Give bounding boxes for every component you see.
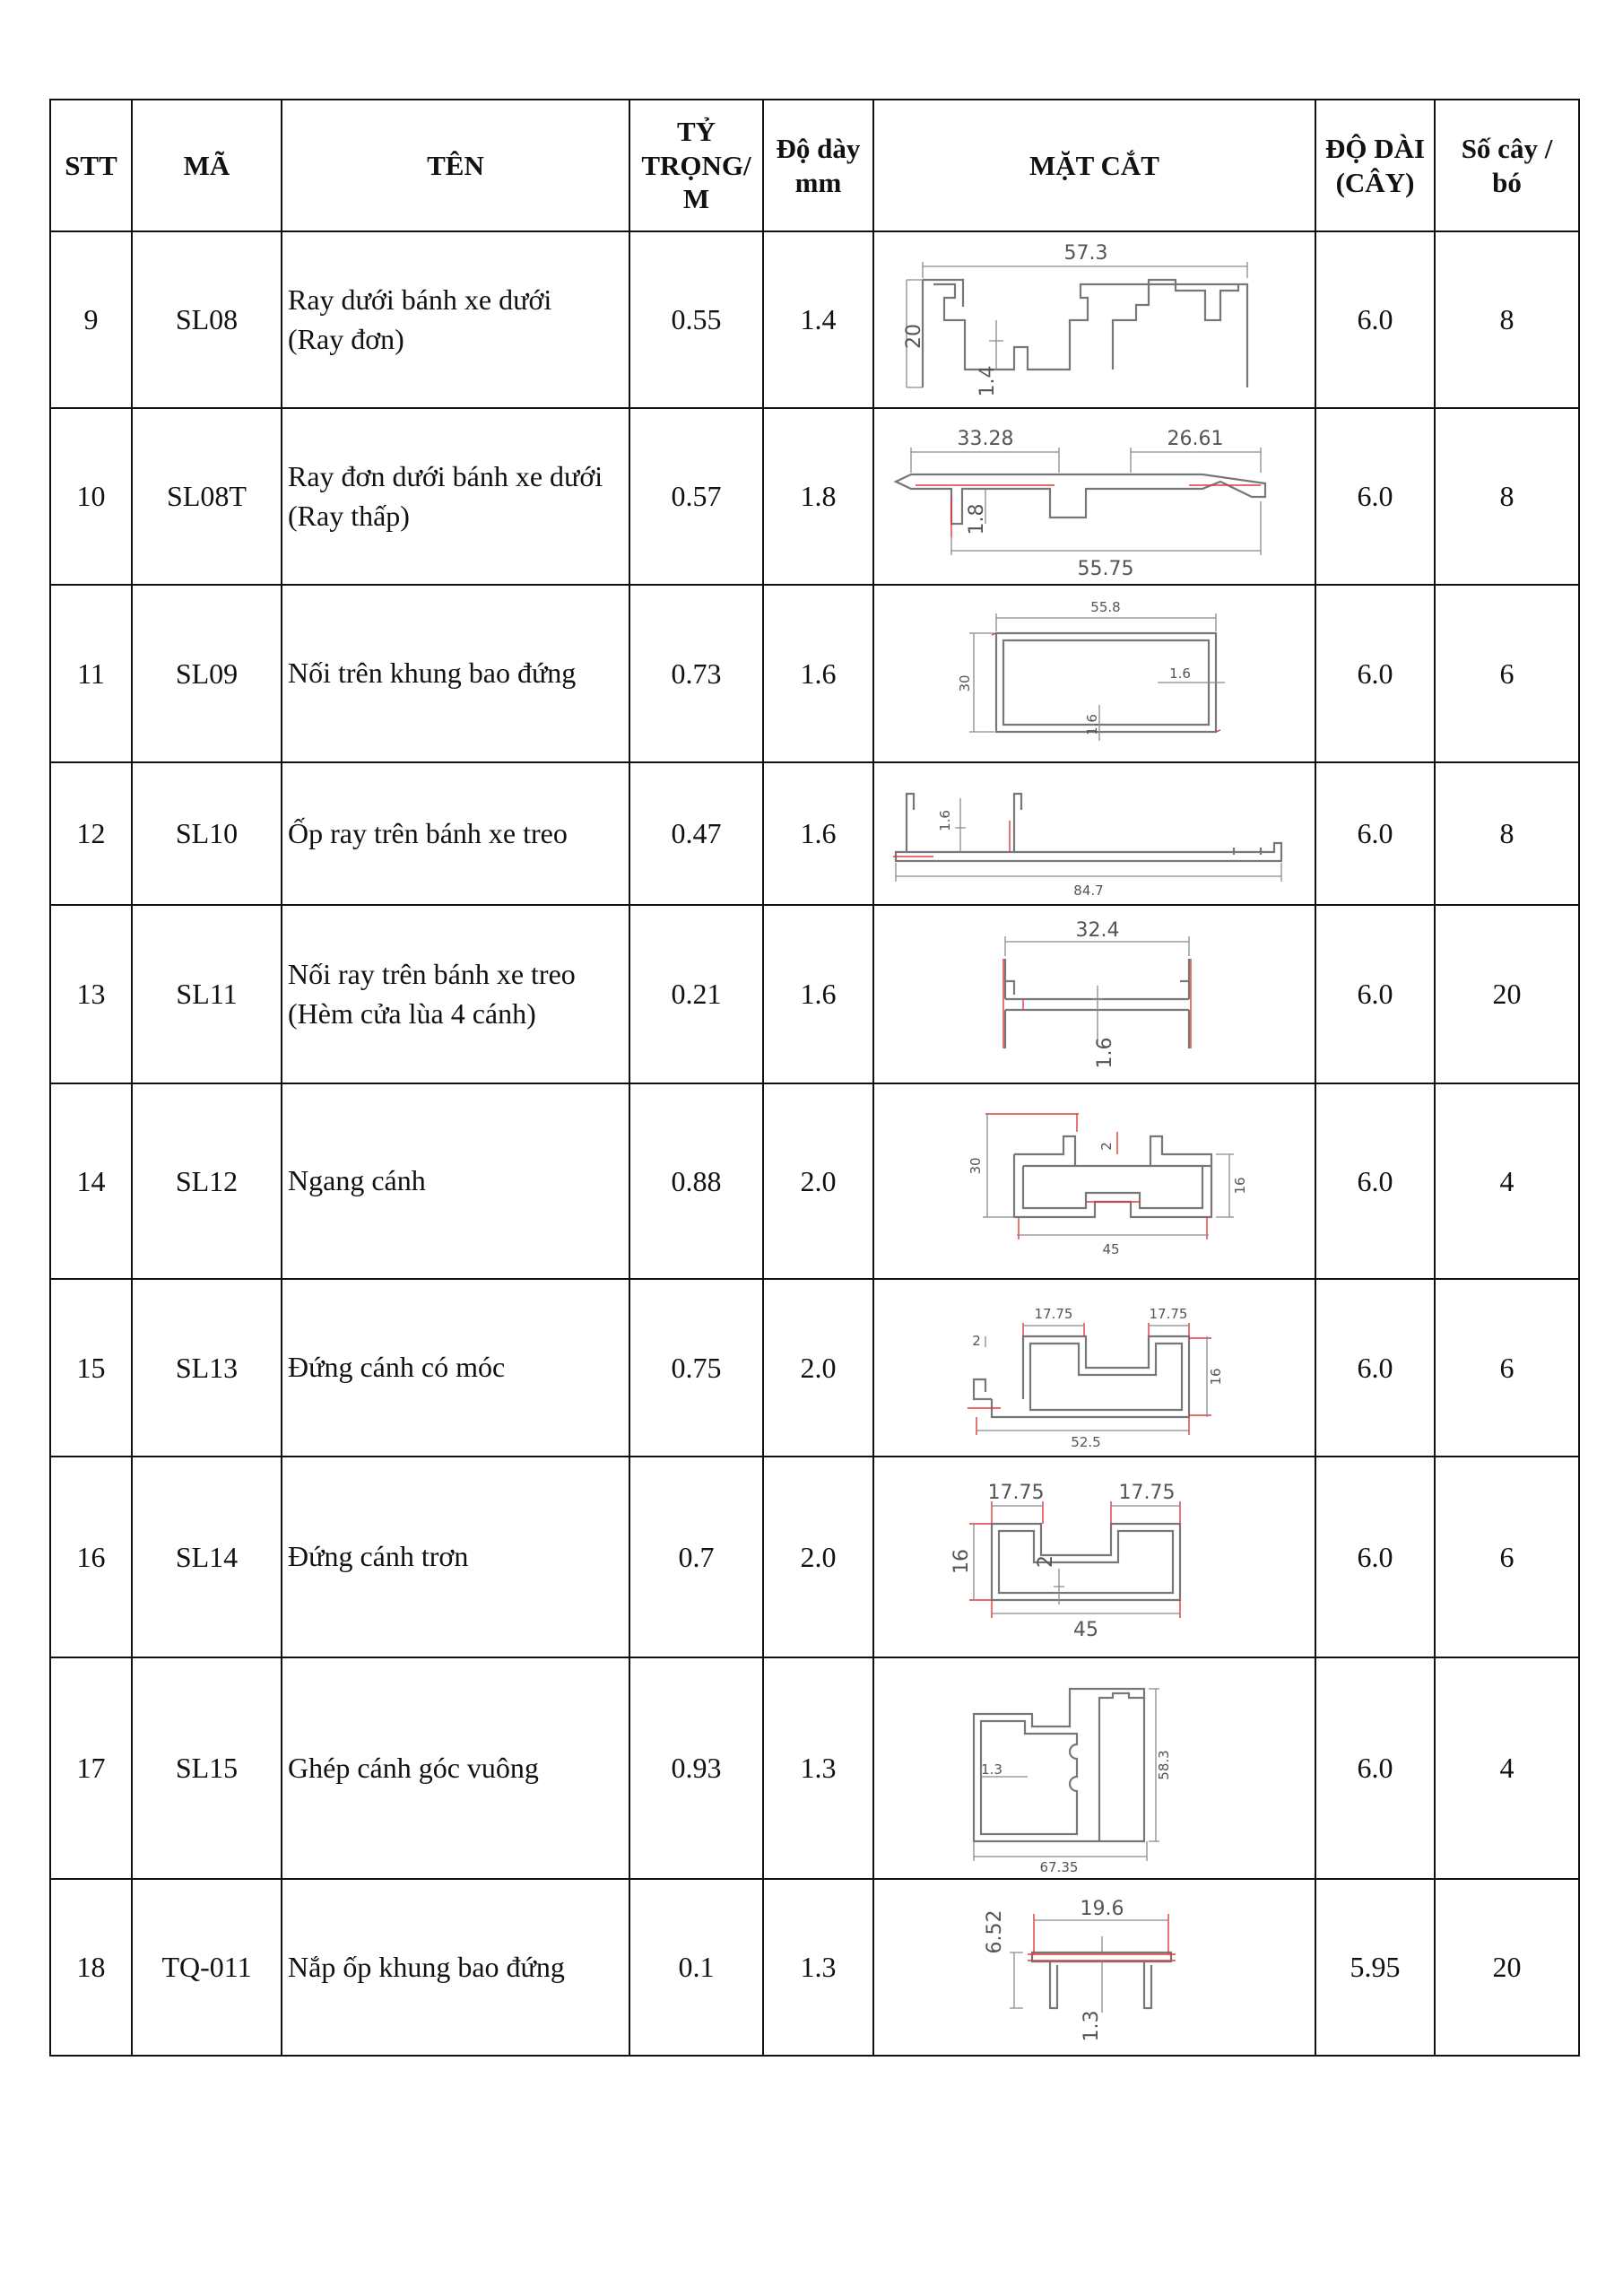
cross-section-drawing — [880, 588, 1310, 759]
cross-section-drawing — [880, 1662, 1310, 1875]
header-so-cay — [1435, 100, 1579, 231]
cell-ten — [282, 905, 629, 1083]
table-row — [50, 905, 1579, 1083]
cell-do-dai: 6.0 — [1315, 1457, 1435, 1657]
cell-do-day: 1.6 — [763, 585, 873, 762]
cell-ten — [282, 231, 629, 408]
table-row — [50, 231, 1579, 408]
table-row — [50, 408, 1579, 585]
dimension-label: 17.75 — [1149, 1306, 1187, 1322]
cell-so-cay: 4 — [1435, 1083, 1579, 1279]
cell-ten — [282, 762, 629, 905]
cell-ma: SL12 — [132, 1083, 282, 1279]
header-so-cay-line1: Số cây / — [1461, 132, 1553, 164]
dimension-label: 1.8 — [965, 503, 988, 535]
header-so-cay-line2: bó — [1492, 166, 1522, 198]
cell-do-dai: 5.95 — [1315, 1879, 1435, 2056]
dimension-label: 30 — [967, 1157, 984, 1175]
dimension-label: 84.7 — [1072, 882, 1104, 899]
cross-section-drawing — [880, 412, 1310, 582]
cell-ma: SL09 — [132, 585, 282, 762]
dimension-label: 16 — [950, 1548, 973, 1574]
cell-do-day: 1.6 — [763, 905, 873, 1083]
cell-ten-line1: Ngang cánh — [288, 1164, 426, 1197]
cell-ty-trong: 0.1 — [629, 1879, 763, 2056]
cell-mat-cat — [873, 1279, 1315, 1457]
dimension-label: 6.52 — [983, 1909, 1006, 1953]
dimension-label: 33.28 — [957, 427, 1013, 450]
header-ty-trong-line2: TRỌNG/ — [641, 149, 751, 181]
cell-ten-line1: Ghép cánh góc vuông — [288, 1751, 539, 1784]
cell-ty-trong: 0.88 — [629, 1083, 763, 1279]
dimension-label: 20 — [902, 323, 925, 349]
cell-mat-cat — [873, 231, 1315, 408]
cell-mat-cat — [873, 585, 1315, 762]
cross-section-drawing — [880, 909, 1310, 1080]
cell-do-day: 1.4 — [763, 231, 873, 408]
cross-section-drawing — [880, 1283, 1310, 1453]
cross-section-drawing — [880, 235, 1310, 405]
cell-stt: 17 — [50, 1657, 132, 1879]
table-row — [50, 762, 1579, 905]
header-ty-trong-line3: M — [682, 183, 710, 215]
cell-ten-line1: Đứng cánh trơn — [288, 1540, 469, 1573]
cell-do-dai: 6.0 — [1315, 762, 1435, 905]
dimension-label: 17.75 — [1034, 1306, 1072, 1322]
header-mat-cat: MẶT CẮT — [873, 100, 1315, 231]
cell-do-dai: 6.0 — [1315, 1083, 1435, 1279]
cell-ten — [282, 1879, 629, 2056]
dimension-label: 55.75 — [1077, 557, 1133, 580]
cell-so-cay: 6 — [1435, 1279, 1579, 1457]
cell-stt: 13 — [50, 905, 132, 1083]
cell-do-day: 2.0 — [763, 1457, 873, 1657]
cell-ty-trong: 0.7 — [629, 1457, 763, 1657]
cell-so-cay: 20 — [1435, 905, 1579, 1083]
cell-so-cay: 6 — [1435, 1457, 1579, 1657]
cell-do-dai: 6.0 — [1315, 231, 1435, 408]
cell-so-cay: 8 — [1435, 762, 1579, 905]
cross-section-drawing — [880, 767, 1310, 901]
cell-mat-cat — [873, 408, 1315, 585]
cell-stt: 16 — [50, 1457, 132, 1657]
dimension-label: 2 — [1098, 1142, 1115, 1151]
cell-ty-trong: 0.21 — [629, 905, 763, 1083]
dimension-label: 30 — [956, 674, 973, 692]
cell-ten-line2: (Ray thấp) — [288, 499, 410, 532]
cell-ty-trong: 0.75 — [629, 1279, 763, 1457]
cell-do-dai: 6.0 — [1315, 905, 1435, 1083]
cell-ten-line1: Nắp ốp khung bao đứng — [288, 1950, 565, 1983]
cell-ten — [282, 1279, 629, 1457]
cell-stt: 15 — [50, 1279, 132, 1457]
header-ty-trong-line1: TỶ — [676, 115, 716, 147]
header-do-day — [763, 100, 873, 231]
table-row — [50, 1457, 1579, 1657]
cell-ma: SL14 — [132, 1457, 282, 1657]
dimension-label: 1.3 — [1080, 2010, 1103, 2041]
cell-mat-cat — [873, 1657, 1315, 1879]
header-ten: TÊN — [282, 100, 629, 231]
cross-section-drawing — [880, 1087, 1310, 1275]
header-do-day-line2: mm — [794, 166, 842, 198]
cell-ten — [282, 1657, 629, 1879]
cell-stt: 14 — [50, 1083, 132, 1279]
cell-do-day: 2.0 — [763, 1083, 873, 1279]
table-row — [50, 1279, 1579, 1457]
header-do-dai — [1315, 100, 1435, 231]
dimension-label: 2 — [971, 1333, 981, 1349]
cell-ma: SL08T — [132, 408, 282, 585]
dimension-label: 55.8 — [1089, 599, 1121, 615]
cell-stt: 12 — [50, 762, 132, 905]
header-ma: MÃ — [132, 100, 282, 231]
cell-ty-trong: 0.93 — [629, 1657, 763, 1879]
cell-so-cay: 8 — [1435, 231, 1579, 408]
dimension-label: 1.6 — [1168, 665, 1191, 682]
dimension-label: 16 — [1231, 1177, 1248, 1195]
cell-mat-cat — [873, 1083, 1315, 1279]
cell-ty-trong: 0.57 — [629, 408, 763, 585]
cell-ten — [282, 408, 629, 585]
cell-ten — [282, 585, 629, 762]
table-row — [50, 585, 1579, 762]
dimension-label: 16 — [1207, 1368, 1224, 1386]
cell-mat-cat — [873, 1457, 1315, 1657]
header-do-dai-line2: (CÂY) — [1335, 166, 1415, 198]
header-stt: STT — [50, 100, 132, 231]
dimension-label: 57.3 — [1063, 241, 1107, 265]
cell-ten-line2: (Ray đơn) — [288, 322, 404, 355]
cell-ma: TQ-011 — [132, 1879, 282, 2056]
cell-mat-cat — [873, 1879, 1315, 2056]
cell-so-cay: 4 — [1435, 1657, 1579, 1879]
dimension-label: 1.4 — [976, 365, 999, 396]
dimension-label: 32.4 — [1075, 918, 1119, 942]
cell-stt: 10 — [50, 408, 132, 585]
dimension-label: 1.6 — [1093, 1037, 1116, 1068]
cell-ten — [282, 1457, 629, 1657]
dimension-label: 45 — [1101, 1241, 1120, 1257]
dimension-label: 1.6 — [1083, 714, 1100, 735]
header-do-dai-line1: ĐỘ DÀI — [1324, 132, 1426, 164]
cell-ten-line1: Ray dưới bánh xe dưới — [288, 283, 552, 317]
cell-ten-line1: Nối trên khung bao đứng — [288, 657, 577, 690]
cell-do-dai: 6.0 — [1315, 1657, 1435, 1879]
cell-ten — [282, 1083, 629, 1279]
cell-ty-trong: 0.47 — [629, 762, 763, 905]
cell-ten-line1: Ray đơn dưới bánh xe dưới — [288, 460, 603, 493]
cell-ty-trong: 0.55 — [629, 231, 763, 408]
dimension-label: 2 — [1034, 1554, 1057, 1568]
cell-stt: 9 — [50, 231, 132, 408]
dimension-label: 19.6 — [1080, 1897, 1124, 1920]
dimension-label: 17.75 — [987, 1481, 1044, 1504]
table-row — [50, 1879, 1579, 2056]
cell-stt: 11 — [50, 585, 132, 762]
header-do-day-line1: Độ dày — [776, 132, 861, 164]
dimension-label: 17.75 — [1118, 1481, 1175, 1504]
cell-ma: SL10 — [132, 762, 282, 905]
dimension-label: 26.61 — [1167, 427, 1223, 450]
cell-do-day: 1.3 — [763, 1879, 873, 2056]
cell-so-cay: 8 — [1435, 408, 1579, 585]
dimension-label: 52.5 — [1070, 1434, 1101, 1450]
cell-do-dai: 6.0 — [1315, 1279, 1435, 1457]
dimension-label: 45 — [1072, 1618, 1098, 1641]
dimension-label: 1.3 — [980, 1761, 1002, 1778]
dimension-label: 58.3 — [1155, 1749, 1172, 1780]
cell-mat-cat — [873, 762, 1315, 905]
cell-ten-line1: Ốp ray trên bánh xe treo — [288, 816, 568, 849]
cell-do-day: 2.0 — [763, 1279, 873, 1457]
cell-do-day: 1.6 — [763, 762, 873, 905]
header-ty-trong — [629, 100, 763, 231]
cell-ten-line1: Đứng cánh có móc — [288, 1351, 506, 1384]
cell-so-cay: 6 — [1435, 585, 1579, 762]
cell-ten-line1: Nối ray trên bánh xe treo — [288, 958, 576, 991]
cell-mat-cat — [873, 905, 1315, 1083]
cell-ma: SL15 — [132, 1657, 282, 1879]
cross-section-drawing — [880, 1461, 1310, 1654]
table-row — [50, 1657, 1579, 1879]
cell-do-dai: 6.0 — [1315, 585, 1435, 762]
cell-ma: SL13 — [132, 1279, 282, 1457]
cell-ma: SL11 — [132, 905, 282, 1083]
cross-section-drawing — [880, 1883, 1310, 2053]
cell-so-cay: 20 — [1435, 1879, 1579, 2056]
header-row — [50, 100, 1579, 231]
cell-do-day: 1.3 — [763, 1657, 873, 1879]
cell-do-day: 1.8 — [763, 408, 873, 585]
dimension-label: 67.35 — [1039, 1858, 1078, 1875]
table-row — [50, 1083, 1579, 1279]
profile-spec-table — [49, 99, 1580, 2057]
cell-do-dai: 6.0 — [1315, 408, 1435, 585]
cell-ma: SL08 — [132, 231, 282, 408]
dimension-label: 1.6 — [936, 809, 953, 831]
cell-ty-trong: 0.73 — [629, 585, 763, 762]
cell-stt: 18 — [50, 1879, 132, 2056]
cell-ten-line2: (Hèm cửa lùa 4 cánh) — [288, 996, 536, 1030]
